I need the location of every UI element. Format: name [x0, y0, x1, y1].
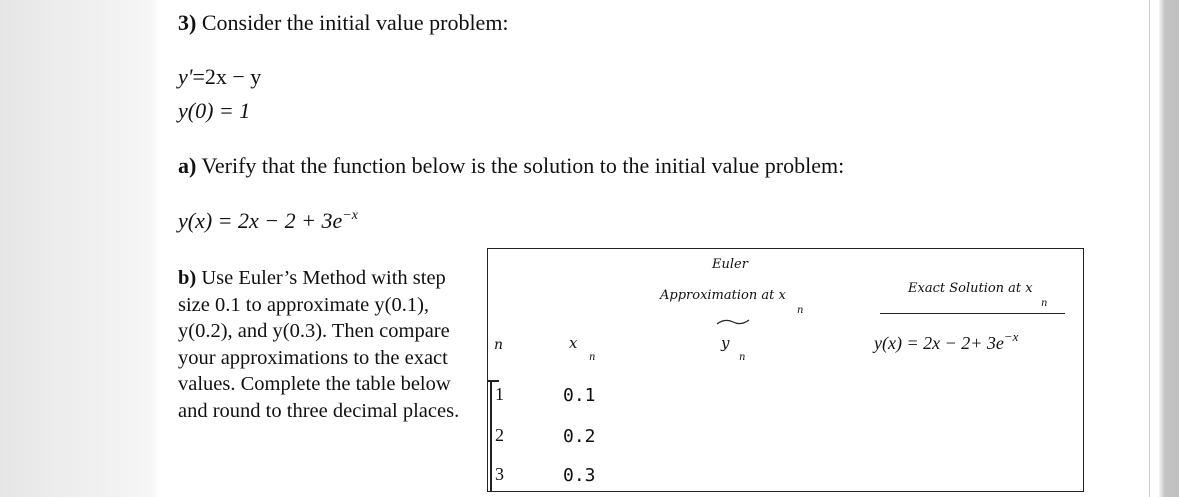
equation-ode: y'=2x − y — [178, 64, 262, 89]
header-x: x — [569, 334, 578, 352]
table-row-3-x: 0.3 — [563, 465, 596, 486]
header-n: n — [494, 337, 504, 353]
table-row-divider-left — [487, 380, 499, 382]
euler-symbol-subscript: n — [739, 352, 746, 363]
solution-function: $y(x) = 2x - 2 + 3e^{-x}$ — [178, 208, 358, 233]
table-column-divider — [490, 382, 492, 492]
part-a-text: a) Verify that the function below is the solution to the initial value problem: — [178, 153, 845, 178]
tilde-icon — [716, 318, 750, 326]
page-left-margin — [0, 0, 160, 497]
problem-heading — [178, 10, 509, 36]
table-row-3-n: 3 — [495, 464, 504, 484]
header-exact-line1: Exact Solution at x — [908, 281, 1033, 296]
header-exact-subscript: n — [1041, 298, 1048, 309]
problem-number: 3) — [178, 10, 197, 35]
part-b-text: b) Use Euler’s Method with step size 0.1 to approximate y(0.1), y(0.2), and y(0.3). Then compare your approximations to the exact values. Complete the table below and round to three decimal places. — [178, 267, 460, 422]
page-right-edge — [1149, 0, 1150, 497]
equation-initial-condition: y(0) = 1 — [178, 98, 251, 123]
table-row-2-x: 0.2 — [563, 426, 596, 447]
scrollbar[interactable] — [1159, 0, 1179, 497]
header-euler-subscript: n — [797, 305, 804, 316]
header-x-subscript: n — [589, 352, 596, 363]
header-euler-line2: Approximation at x — [660, 288, 786, 303]
problem-intro: Consider the initial value problem: — [201, 10, 509, 35]
header-euler-line1: Euler — [712, 257, 748, 272]
header-exact-formula: $y(x) = 2x - 2+ 3e^{-x}$ — [874, 329, 1019, 353]
table-row-2-n: 2 — [495, 425, 504, 445]
table-row-1-n: 1 — [495, 384, 504, 404]
header-exact-underline — [880, 313, 1065, 314]
euler-symbol: y — [721, 334, 730, 352]
table-row-1-x: 0.1 — [563, 385, 596, 406]
